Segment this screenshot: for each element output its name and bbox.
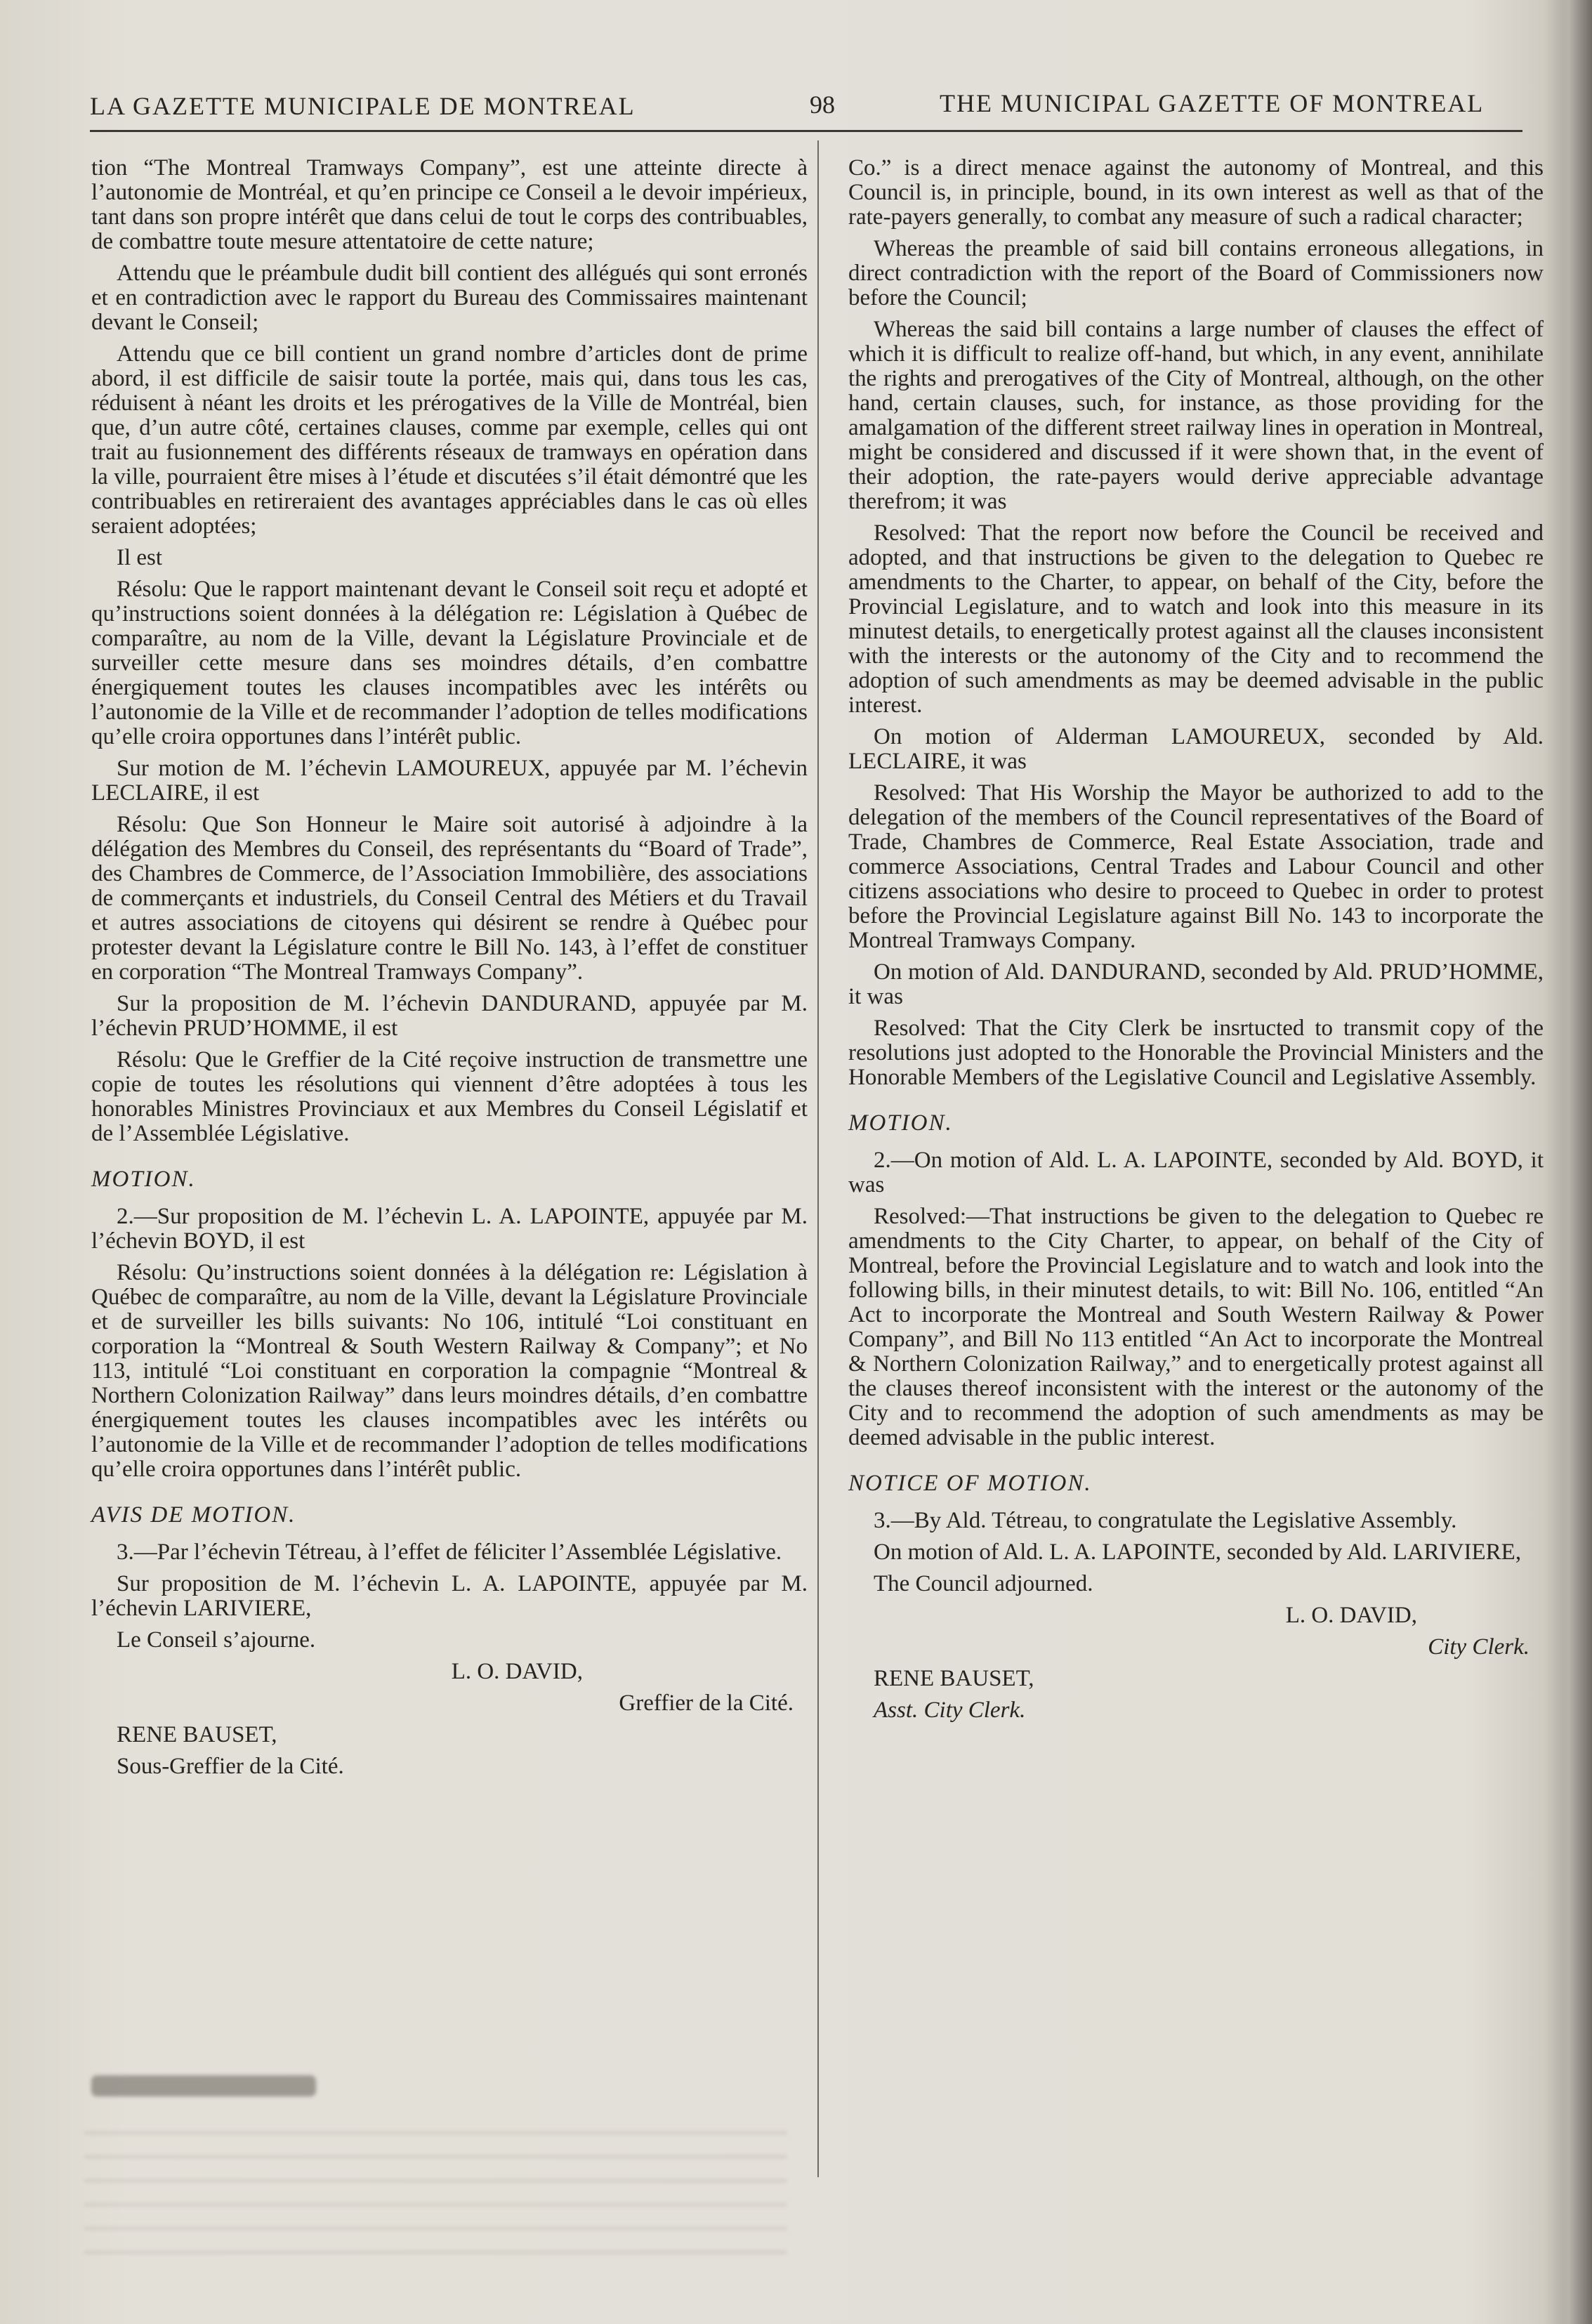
clerk-name: L. O. DAVID, [1285, 1603, 1417, 1628]
paragraph: Resolved: That His Worship the Mayor be authorized to add to the delegation of the members of the Council representatives of the Board of Trade, Chambres de Commerce, Real Estate Association, trade and commerce Associations, Central Trades and Labour Council and other citizens associations who desire to proceed to Quebec in order to protest before the Provincial Legislature against Bill No. 143 to incorporate the Montreal Tramways Company. [848, 780, 1544, 953]
paragraph: 2.—Sur proposition de M. l’échevin L. A. LAPOINTE, appuyée par M. l’échevin BOYD, il est [91, 1204, 808, 1254]
paragraph: 3.—Par l’échevin Tétreau, à l’effet de féliciter l’Assemblée Législative. [117, 1540, 782, 1565]
header-english-title: THE MUNICIPAL GAZETTE OF MONTREAL [940, 89, 1485, 117]
paragraph: Résolu: Que Son Honneur le Maire soit autorisé à adjoindre à la délégation des Membres du Conseil, des représentants du “Board of Trade”, des Chambres de Commerce, de l’Association Immobilière, des associations de commerçants et industriels, du Conseil Central des Métiers et du Travail et autres associations de citoyens qui désirent se rendre à Québec pour protester devant la Législature contre le Bill No. 143, à l’effet de constituer en corporation “The Montreal Tramways Company”. [91, 812, 808, 985]
assistant-clerk-name: RENE BAUSET, [117, 1722, 277, 1747]
paragraph: The Council adjourned. [874, 1571, 1093, 1596]
header-divider [90, 130, 1522, 132]
paragraph: Attendu que le préambule dudit bill contient des allégués qui sont erronés et en contradiction avec le rapport du Bureau des Commissaires maintenant devant le Conseil; [91, 261, 808, 335]
column-divider [817, 140, 819, 2177]
paragraph: On motion of Ald. L. A. LAPOINTE, seconded by Ald. LARIVIERE, [874, 1540, 1522, 1565]
paragraph: Resolved:—That instructions be given to the delegation to Quebec re amendments to the City Charter, to appear, on behalf of the City of Montreal, before the Provincial Legislature and to watch and look into the following bills, in their minutest details, to wit: Bill No. 106, entitled “An Act to incorporate the Montreal and South Western Railway & Power Company”, and Bill No 113 entitled “An Act to incorporate the Montreal & Northern Colonization Railway,” and to energetically protest against all the clauses thereof inconsistent with the interest or the autonomy of the City and to recommend the adoption of such amendments as may be deemed advisable in the public interest. [848, 1204, 1544, 1450]
paragraph: 3.—By Ald. Tétreau, to congratulate the Legislative Assembly. [874, 1508, 1457, 1533]
paragraph: Sur proposition de M. l’échevin L. A. LAPOINTE, appuyée par M. l’échevin LARIVIERE, [91, 1571, 808, 1621]
paragraph: Résolu: Que le Greffier de la Cité reçoive instruction de transmettre une copie de toutes les résolutions qui viennent d’être adoptées à tous les honorables Ministres Provinciaux et aux Membres du Conseil Législatif et de l’Assemblée Législative. [91, 1047, 808, 1146]
paragraph: Attendu que ce bill contient un grand nombre d’articles dont de prime abord, il est difficile de saisir toute la portée, mais qui, dans tous les cas, réduisent à néant les droits et les prérogatives de la Ville de Montréal, bien que, d’un autre côté, certaines clauses, comme par exemple, celles qui ont trait au fusionnement des différents réseaux de tramways en opération dans la ville, pourraient être mises à l’étude et discutées s’il était démontré que les contribuables en retireraient des avantages appréciables dans le cas où elles seraient adoptées; [91, 341, 808, 539]
paragraph: Co.” is a direct menace against the autonomy of Montreal, and this Council is, in principle, bound, in its own interest as well as that of the rate-payers generally, to combat any measure of such a radical character; [848, 155, 1544, 230]
paragraph: Sur la proposition de M. l’échevin DANDURAND, appuyée par M. l’échevin PRUD’HOMME, il est [91, 991, 808, 1041]
paragraph: tion “The Montreal Tramways Company”, est une atteinte directe à l’autonomie de Montréal, et qu’en principe ce Conseil a le devoir impérieux, tant dans son propre intérêt que dans celui de tout le corps des contribuables, de combattre toute mesure attentatoire de cette nature; [91, 155, 808, 254]
bleed-through-text [84, 2128, 787, 2254]
section-heading: MOTION. [91, 1167, 196, 1192]
paragraph: 2.—On motion of Ald. L. A. LAPOINTE, seconded by Ald. BOYD, it was [848, 1148, 1544, 1197]
signature-block [91, 1660, 808, 1779]
header-french-title: LA GAZETTE MUNICIPALE DE MONTREAL [90, 92, 636, 120]
paragraph: Whereas the said bill contains a large number of clauses the effect of which it is difficult to realize off-hand, but which, in any event, annihilate the rights and prerogatives of the City of Montreal, although, on the other hand, certain clauses, such, for instance, as those providing for the amalgamation of the different street railway lines in operation in Montreal, might be considered and discussed if it were shown that, in the event of their adoption, the rate-payers would derive appreciable advantage therefrom; it was [848, 317, 1544, 514]
paragraph: Résolu: Que le rapport maintenant devant le Conseil soit reçu et adopté et qu’instructions soient données à la délégation re: Législation à Québec de comparaître, au nom de la Ville, devant la Législature Provinciale et de surveiller cette mesure dans ses moindres détails, d’en combattre énergiquement toutes les clauses incompatibles avec les intérêts ou l’autonomie de la Ville et de recommander l’adoption de telles modifications qu’elle croira opportunes dans l’intérêt public. [91, 577, 808, 749]
clerk-title: Greffier de la Cité. [619, 1691, 794, 1716]
paragraph: Le Conseil s’ajourne. [117, 1627, 316, 1653]
paragraph: Resolved: That the report now before the Council be received and adopted, and that instructions be given to the delegation to Quebec re amendments to the Charter, to appear, on behalf of the City, before the Provincial Legislature, and to watch and look into this measure in its minutest details, to energetically protest against all the clauses inconsistent with the interests or the autonomy of the City and to recommend the adoption of such amendments as may be deemed advisable in the public interest. [848, 520, 1544, 718]
paragraph: Whereas the preamble of said bill contains erroneous allegations, in direct contradiction with the report of the Board of Commissioners now before the Council; [848, 236, 1544, 310]
page-header [90, 79, 1522, 128]
book-spine-shadow [1553, 0, 1592, 2324]
section-heading: NOTICE OF MOTION. [848, 1471, 1092, 1496]
ink-smudge [91, 2075, 316, 2096]
signature-block [848, 1603, 1544, 1723]
clerk-name: L. O. DAVID, [451, 1659, 583, 1684]
paragraph: Il est [117, 545, 163, 570]
section-heading: AVIS DE MOTION. [91, 1502, 296, 1528]
english-column [848, 156, 1544, 1730]
paragraph: Sur motion de M. l’échevin LAMOUREUX, appuyée par M. l’échevin LECLAIRE, il est [91, 756, 808, 806]
paragraph: Résolu: Qu’instructions soient données à la délégation re: Législation à Québec de comparaître, au nom de la Ville, devant la Législature Provinciale et de surveiller les bills suivants: No 106, intitulé “Loi constituant en corporation la “Montreal & South Western Railway & Company”; et No 113, intitulé “Loi constituant en corporation la compagnie “Montreal & Northern Colonization Railway” dans leurs moindres détails, d’en combattre énergiquement toutes les clauses incompatibles avec les intérêts ou l’autonomie de la Ville et de recommander l’adoption de telles modifications qu’elle croira opportunes dans l’intérêt public. [91, 1260, 808, 1482]
assistant-clerk-name: RENE BAUSET, [874, 1666, 1034, 1691]
french-column [91, 156, 808, 1786]
assistant-clerk-title: Sous-Greffier de la Cité. [117, 1754, 344, 1779]
clerk-title: City Clerk. [1428, 1634, 1529, 1660]
paragraph: On motion of Alderman LAMOUREUX, seconded by Ald. LECLAIRE, it was [848, 724, 1544, 774]
assistant-clerk-title: Asst. City Clerk. [874, 1698, 1026, 1723]
paragraph: Resolved: That the City Clerk be insrtucted to transmit copy of the resolutions just adopted to the Honorable the Provincial Ministers and the Honorable Members of the Legislative Council and Legislative Assembly. [848, 1016, 1544, 1090]
paragraph: On motion of Ald. DANDURAND, seconded by Ald. PRUD’HOMME, it was [848, 959, 1544, 1009]
section-heading: MOTION. [848, 1110, 953, 1136]
page-number: 98 [810, 91, 835, 119]
